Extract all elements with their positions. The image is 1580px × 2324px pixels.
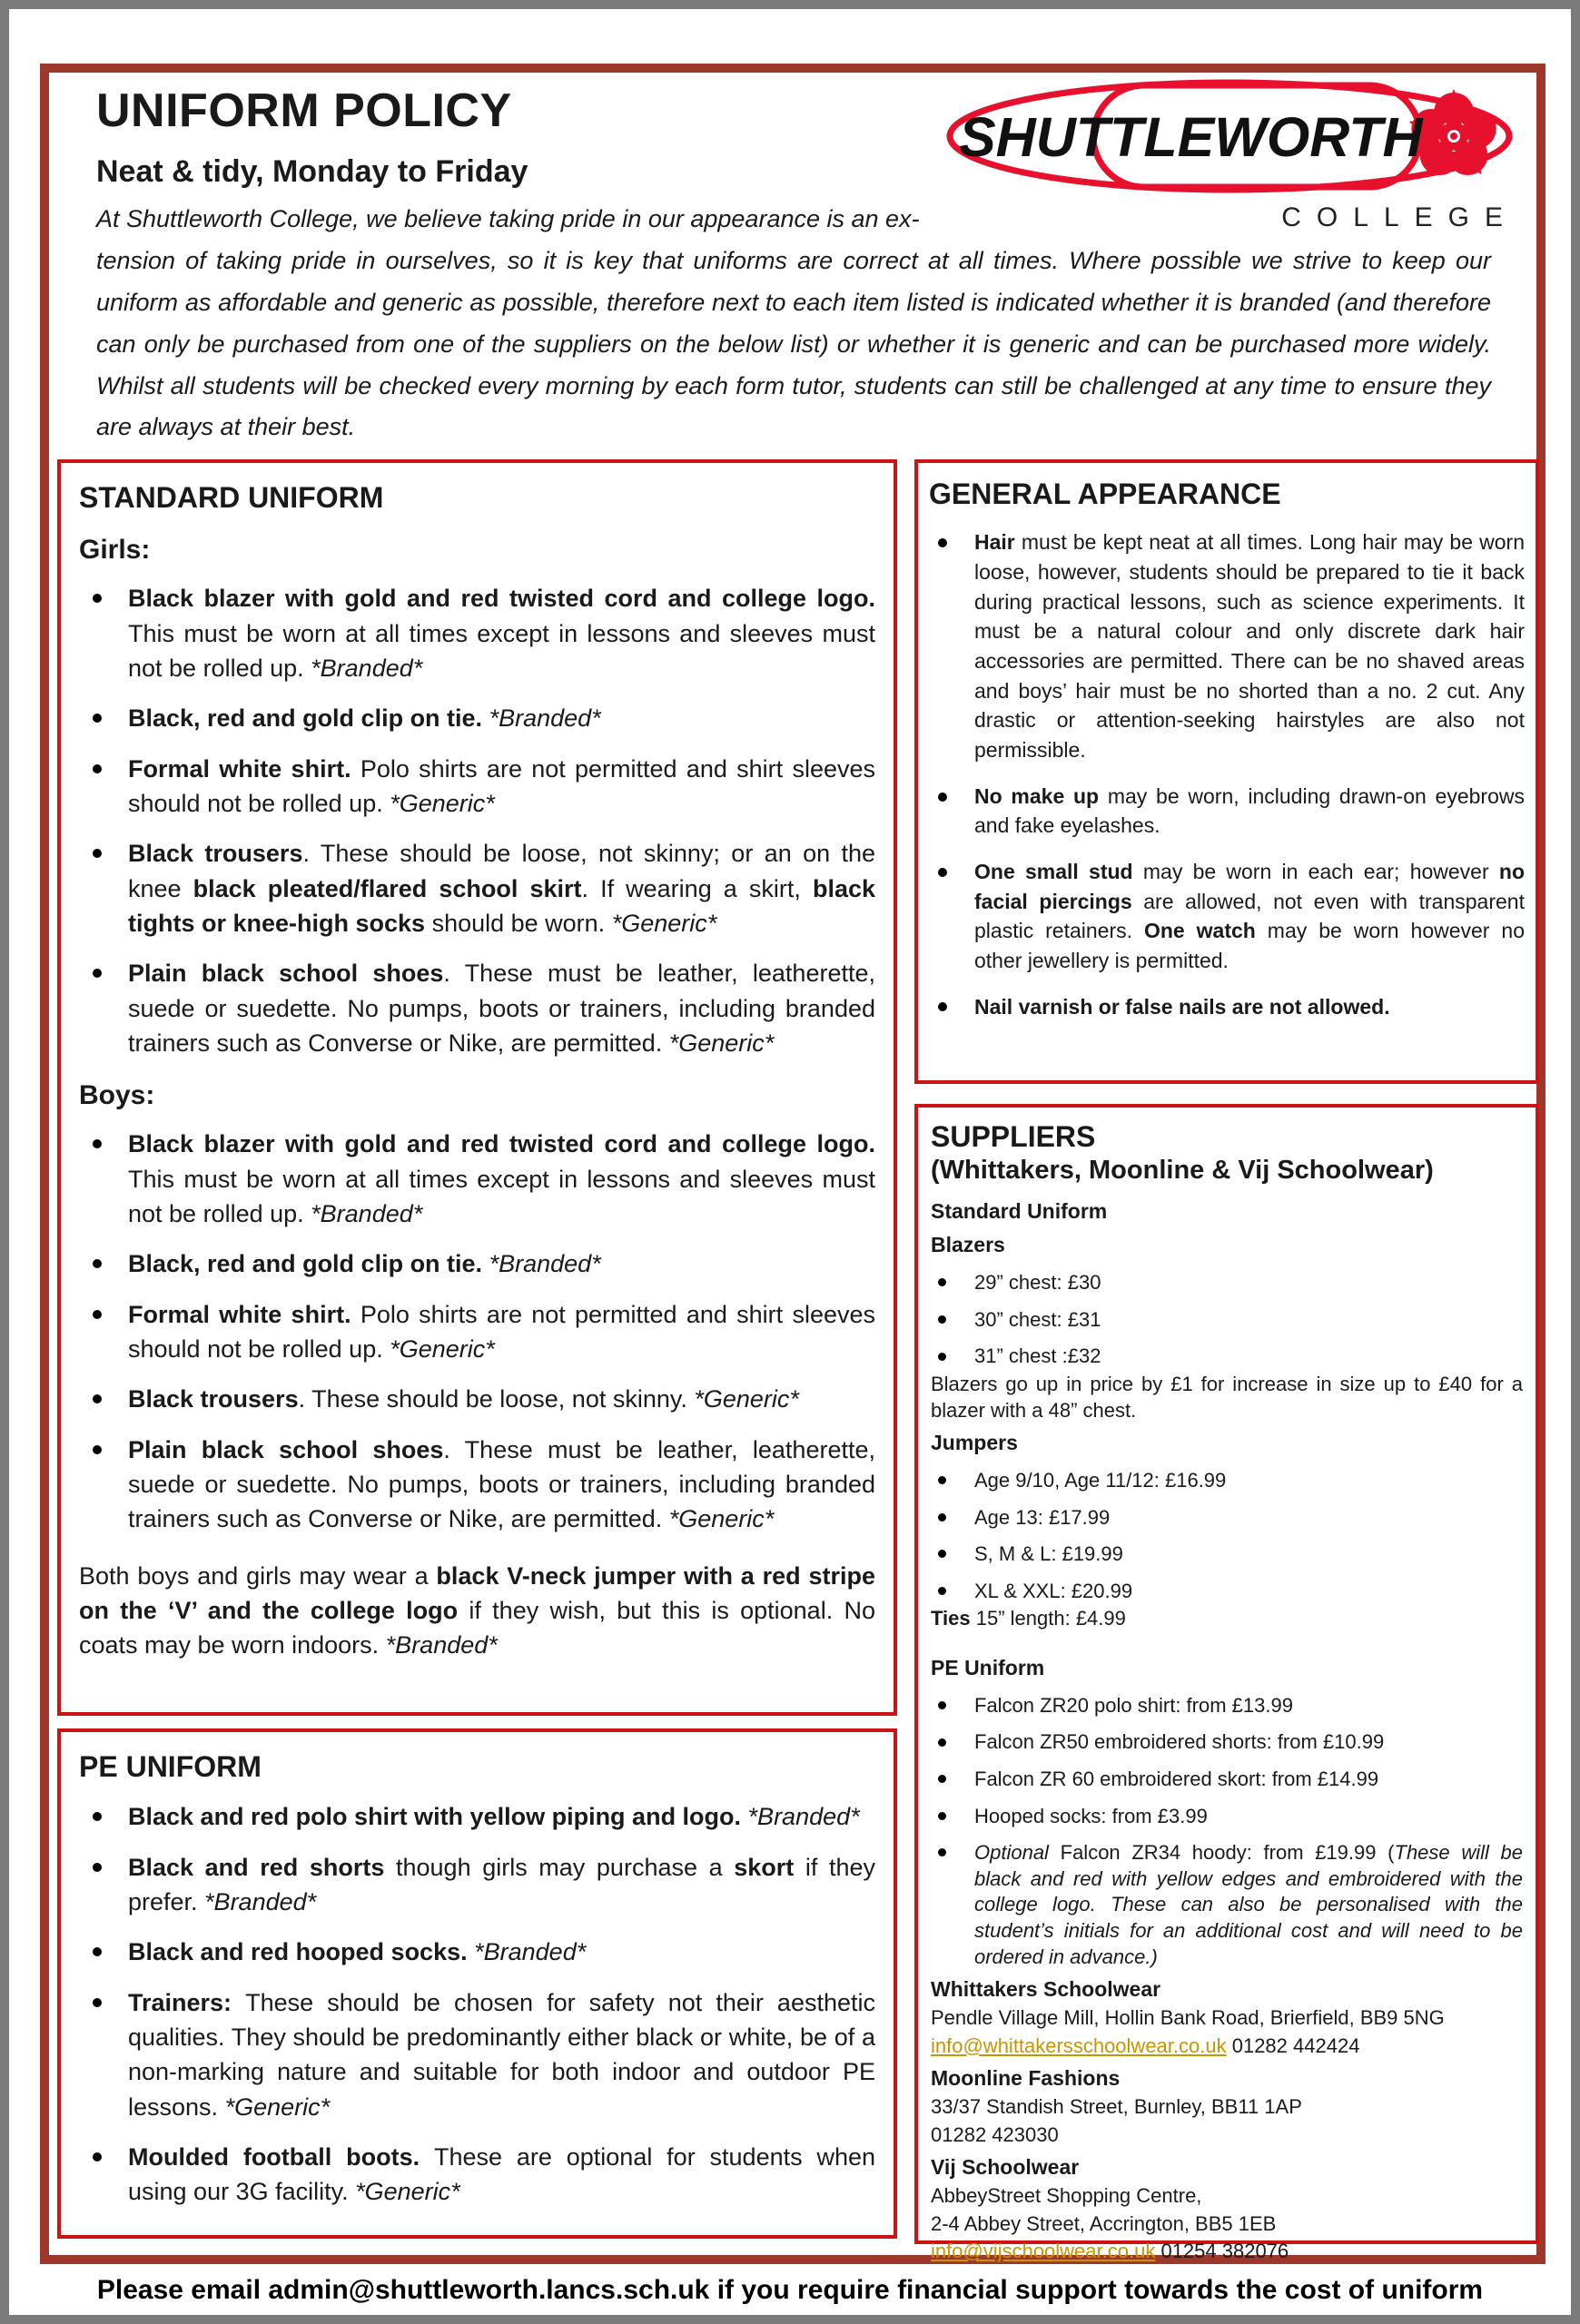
bullet-item: Black trousers. These should be loose, not skinny. *Generic* <box>79 1382 875 1416</box>
suppliers-subheading-line: Jumpers <box>931 1431 1018 1455</box>
suppliers-bullet-item: XL & XXL: £20.99 <box>931 1579 1523 1605</box>
suppliers-bullet-item: Falcon ZR20 polo shirt: from £13.99 <box>931 1693 1523 1719</box>
college-logo <box>941 78 1531 233</box>
suppliers-bullet-item: 31” chest :£32 <box>931 1344 1523 1370</box>
header <box>49 73 1536 448</box>
girls-uniform-list <box>79 581 875 1060</box>
suppliers-subheading-line: Vij Schoolwear <box>931 2155 1080 2180</box>
pe-uniform-list <box>79 1799 875 2209</box>
bullet-item: Trainers: These should be chosen for safety not their aesthetic qualities. They should be predominantly either black or white, be of a non-marking nature and suitable for both indoor and outdoor PE lessons. *Generic* <box>79 1985 875 2124</box>
suppliers-text-line: Blazers go up in price by £1 for increase in size up to £40 for a blazer with a 48” chest. <box>931 1372 1523 1422</box>
right-column <box>914 459 1539 2263</box>
standard-uniform-heading: STANDARD UNIFORM <box>79 481 384 515</box>
suppliers-bullet-item: Age 9/10, Age 11/12: £16.99 <box>931 1468 1523 1494</box>
suppliers-bullet-item: 30” chest: £31 <box>931 1307 1523 1334</box>
logo-wordmark: SHUTTLEWORTH <box>959 106 1423 168</box>
suppliers-text-line: AbbeyStreet Shopping Centre, <box>931 2184 1202 2208</box>
pe-uniform-box <box>57 1728 897 2239</box>
bullet-item: Black and red hooped socks. *Branded* <box>79 1935 875 1969</box>
document-frame <box>40 64 1545 2264</box>
bullet-item: Hair must be kept neat at all times. Long hair may be worn loose, however, students should be prepared to tie it back during practical lessons, such as science experiments. It must be a natural colour and only discrete dark hair accessories are permitted. There can be no shaved areas and boys’ hair must be no shorted than a no. 2 cut. Any drastic or attention-seeking hairstyles are also not permissible. <box>929 527 1525 764</box>
suppliers-subheading-line: PE Uniform <box>931 1655 1045 1679</box>
intro-line1: At Shuttleworth College, we believe taking pride in our appearance is an ex- <box>96 205 920 232</box>
bullet-item: Formal white shirt. Polo shirts are not permitted and shirt sleeves should not be rolled up. *Generic* <box>79 1297 875 1367</box>
suppliers-heading: SUPPLIERS <box>931 1120 1096 1154</box>
email-link[interactable]: info@vijschoolwear.co.uk <box>931 2240 1156 2263</box>
suppliers-subheading: (Whittakers, Moonline & Vij Schoolwear) <box>931 1156 1434 1186</box>
page-subtitle: Neat & tidy, Monday to Friday <box>96 154 528 189</box>
suppliers-subheading-line: Whittakers Schoolwear <box>931 1977 1161 2002</box>
shuttleworth-logo-graphic <box>941 78 1531 196</box>
suppliers-text-line: 01282 423030 <box>931 2122 1059 2146</box>
suppliers-text-line: Ties 15” length: £4.99 <box>931 1607 1126 1630</box>
left-column <box>57 459 897 2239</box>
suppliers-subheading-line: Blazers <box>931 1233 1005 1257</box>
bullet-item: Black, red and gold clip on tie. *Branded* <box>79 701 875 735</box>
suppliers-subheading-line: Moonline Fashions <box>931 2066 1121 2091</box>
suppliers-text-line: Pendle Village Mill, Hollin Bank Road, Brierfield, BB9 5NG <box>931 2006 1445 2030</box>
logo-college-text: COLLEGE <box>1281 202 1518 232</box>
bullet-item: Black trousers. These should be loose, not skinny; or an on the knee black pleated/flared school skirt. If wearing a skirt, black tights or knee-high socks should be worn. *Generic* <box>79 836 875 940</box>
suppliers-box <box>914 1104 1539 2263</box>
bullet-item: One small stud may be worn in each ear; however no facial piercings are allowed, not even with transparent plastic retainers. One watch may be worn however no other jewellery is permitted. <box>929 857 1525 976</box>
suppliers-text-line: 2-4 Abbey Street, Accrington, BB5 1EB <box>931 2211 1277 2235</box>
pe-uniform-heading: PE UNIFORM <box>79 1750 262 1784</box>
page-title: UNIFORM POLICY <box>96 84 512 137</box>
bullet-item: Formal white shirt. Polo shirts are not permitted and shirt sleeves should not be rolled up. *Generic* <box>79 752 875 822</box>
spacer <box>931 1632 1523 1649</box>
bullet-item: Black and red polo shirt with yellow piping and logo. *Branded* <box>79 1799 875 1834</box>
content-columns <box>49 459 1536 2263</box>
suppliers-subheading-line: Standard Uniform <box>931 1199 1108 1224</box>
general-appearance-box <box>914 459 1539 1084</box>
suppliers-text-line: info@whittakersschoolwear.co.uk 01282 442424 <box>931 2034 1360 2057</box>
girls-label: Girls: <box>79 535 151 566</box>
bullet-item: No make up may be worn, including drawn-on eyebrows and fake eyelashes. <box>929 782 1525 841</box>
suppliers-bullet-item: S, M & L: £19.99 <box>931 1541 1523 1568</box>
suppliers-bullet-item: Falcon ZR50 embroidered shorts: from £10.99 <box>931 1729 1523 1756</box>
suppliers-text-line: info@vijschoolwear.co.uk 01254 382076 <box>931 2240 1289 2263</box>
financial-support-footer: Please email admin@shuttleworth.lancs.sch.uk if you require financial support towards the cost of uniform <box>96 2275 1484 2305</box>
bullet-item: Black, red and gold clip on tie. *Branded* <box>79 1246 875 1281</box>
suppliers-bullet-item: Optional Falcon ZR34 hoody: from £19.99 (These will be black and red with yellow edges and embroidered with the college logo. These can also be personalised with the student’s initials for an additional cost and will need to be ordered in advance.) <box>931 1840 1523 1970</box>
jumper-note: Both boys and girls may wear a black V-neck jumper with a red stripe on the ‘V’ and the college logo if they wish, but this is optional. No coats may be worn indoors. *Branded* <box>79 1561 875 1659</box>
bullet-item: Black and red shorts though girls may purchase a skort if they prefer. *Branded* <box>79 1850 875 1920</box>
suppliers-price-list <box>931 1198 1523 2265</box>
suppliers-bullet-item: Falcon ZR 60 embroidered skort: from £14.99 <box>931 1767 1523 1793</box>
bullet-item: Moulded football boots. These are optional for students when using our 3G facility. *Generic* <box>79 2140 875 2210</box>
bullet-item: Plain black school shoes. These must be leather, leatherette, suede or suedette. No pumps, boots or trainers, including branded trainers such as Converse or Nike, are permitted. *Generic* <box>79 1433 875 1537</box>
general-appearance-list <box>929 527 1525 1021</box>
standard-uniform-box <box>57 459 897 1716</box>
boys-label: Boys: <box>79 1080 155 1111</box>
suppliers-text-line: 33/37 Standish Street, Burnley, BB11 1AP <box>931 2095 1302 2119</box>
bullet-item: Plain black school shoes. These must be leather, leatherette, suede or suedette. No pumps, boots or trainers, including branded trainers such as Converse or Nike, are permitted. *Generic* <box>79 956 875 1060</box>
bullet-item: Black blazer with gold and red twisted cord and college logo. This must be worn at all times except in lessons and sleeves must not be rolled up. *Branded* <box>79 581 875 685</box>
suppliers-bullet-item: 29” chest: £30 <box>931 1270 1523 1296</box>
suppliers-bullet-item: Hooped socks: from £3.99 <box>931 1804 1523 1830</box>
email-link[interactable]: info@whittakersschoolwear.co.uk <box>931 2034 1227 2057</box>
bullet-item: Black blazer with gold and red twisted cord and college logo. This must be worn at all times except in lessons and sleeves must not be rolled up. *Branded* <box>79 1127 875 1231</box>
bullet-item: Nail varnish or false nails are not allowed. <box>929 992 1525 1022</box>
intro-paragraph: tension of taking pride in ourselves, so it is key that uniforms are correct at all times. Where possible we strive to keep our uniform as affordable and generic as possible, therefore next to each item listed is indicated whether it is branded (and therefore can only be purchased from one of the suppliers on the below list) or whether it is generic and can be purchased more widely. Whilst all students will be checked every morning by each form tutor, students can still be challenged at any time to ensure they are always at their best. <box>96 246 1491 441</box>
general-appearance-heading: GENERAL APPEARANCE <box>929 478 1281 511</box>
suppliers-bullet-item: Age 13: £17.99 <box>931 1505 1523 1531</box>
boys-uniform-list <box>79 1127 875 1536</box>
